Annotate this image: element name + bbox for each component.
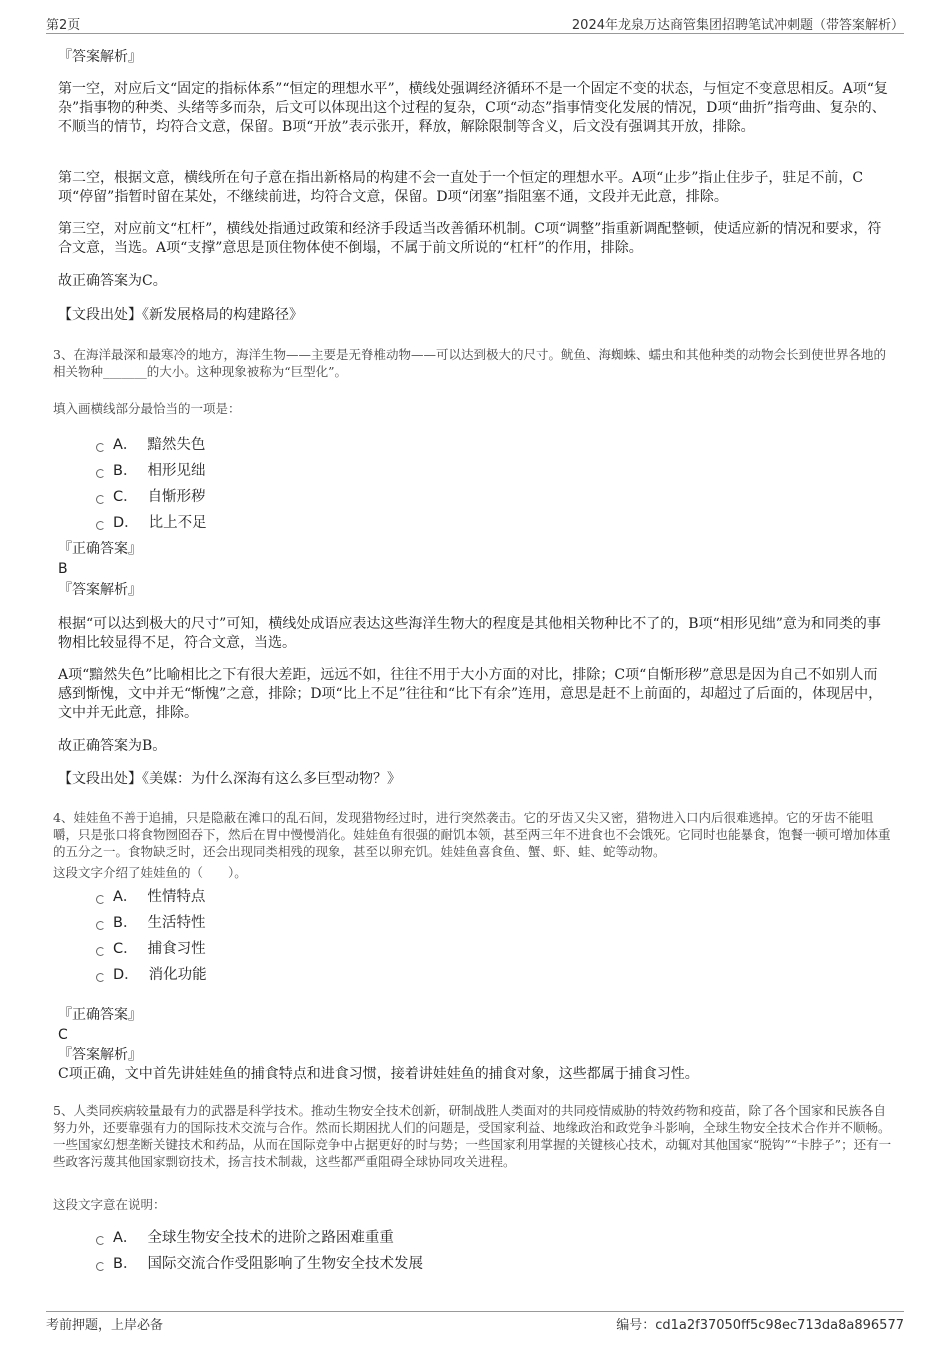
q4-option-a[interactable]: A． 性情特点 [96, 887, 205, 907]
footer-slogan: 考前押题，上岸必备 [46, 1318, 164, 1333]
radio-icon[interactable] [96, 495, 105, 504]
q4-option-d[interactable]: D． 消化功能 [96, 965, 207, 985]
q2-analysis-para3: 第三空，对应前文“杠杆”，横线处指通过政策和经济手段适当改善循环机制。C项“调整”指重新调配整顿，使适应新的情况和要求，符合文意，当选。A项“支撑”意思是顶住物体使不倒塌，不属于前文所说的“杠杆”的作用，排除。 [58, 221, 882, 256]
q3-option-a[interactable]: A． 黯然失色 [96, 435, 205, 455]
header-divider [46, 33, 904, 34]
radio-icon[interactable] [96, 947, 105, 956]
page-number: 第2页 [46, 18, 81, 33]
document-id: 编号：cd1a2f37050ff5c98ec713da8a896577 [616, 1318, 904, 1333]
q3-analysis-para2: A项“黯然失色”比喻相比之下有很大差距，远远不如，往往不用于大小方面的对比，排除；C项“自惭形秽”意思是因为自己不如别人而感到惭愧，文中并无“惭愧”之意，排除；D项“比上不足”往往和“比下有余”连用，意思是赶不上前面的，却超过了后面的，体现居中，文中并无此意，排除。 [58, 667, 883, 721]
radio-icon[interactable] [96, 895, 105, 904]
q3-prompt: 填入画横线部分最恰当的一项是： [53, 401, 241, 416]
q4-prompt: 这段文字介绍了娃娃鱼的（ ）。 [53, 865, 247, 880]
q3-option-d[interactable]: D． 比上不足 [96, 513, 207, 533]
document-title: 2024年龙泉万达商管集团招聘笔试冲刺题（带答案解析） [571, 18, 904, 33]
q4-stem: 4、娃娃鱼不善于追捕，只是隐蔽在滩口的乱石间，发现猎物经过时，进行突然袭击。它的牙齿又尖又密，猎物进入口内后很难逃掉。它的牙齿不能咀嚼，只是张口将食物囫囵吞下，然后在胃中慢慢消化。娃娃鱼有很强的耐饥本领，甚至两三年不进食也不会饿死。它同时也能暴食，饱餐一顿可增加体重的五分之一。食物缺乏时，还会出现同类相残的现象，甚至以卵充饥。娃娃鱼喜食鱼、蟹、虾、蛙、蛇等动物。 [53, 810, 891, 859]
q3-option-c[interactable]: C． 自惭形秽 [96, 487, 206, 507]
q2-conclusion: 故正确答案为C。 [58, 273, 167, 289]
radio-icon[interactable] [96, 1236, 105, 1245]
q3-stem: 3、在海洋最深和最寒冷的地方，海洋生物——主要是无脊椎动物——可以达到极大的尺寸。鱿鱼、海蜘蛛、蠕虫和其他种类的动物会长到使世界各地的相关物种_______的大小。这种现象被称为“巨型化”。 [53, 347, 886, 379]
radio-icon[interactable] [96, 443, 105, 452]
radio-icon[interactable] [96, 1262, 105, 1271]
q4-analysis-tag: 『答案解析』 [58, 1047, 142, 1063]
footer-divider [46, 1311, 904, 1312]
q5-stem: 5、人类同疾病较量最有力的武器是科学技术。推动生物安全技术创新，研制战胜人类面对的共同疫情威胁的特效药物和疫苗，除了各个国家和民族各自努力外，还要靠强有力的国际技术交流与合作。然而长期困扰人们的问题是，受国家利益、地缘政治和政党争斗影响，全球生物安全技术合作并不顺畅。一些国家幻想垄断关键技术和药品，从而在国际竞争中占据更好的时与势；一些国家利用掌握的关键核心技术，动辄对其他国家“脱钩”“卡脖子”；还有一些政客污蔑其他国家剽窃技术，扬言技术制裁，这些都严重阻碍全球协同攻关进程。 [53, 1103, 892, 1169]
q3-analysis-para1: 根据“可以达到极大的尺寸”可知，横线处成语应表达这些海洋生物大的程度是其他相关物种比不了的，B项“相形见绌”意为和同类的事物相比较显得不足，符合文意，当选。 [58, 616, 881, 651]
q4-correct-answer: C [58, 1027, 68, 1043]
q3-option-b[interactable]: B． 相形见绌 [96, 461, 205, 481]
q4-option-b[interactable]: B． 生活特性 [96, 913, 205, 933]
q3-source: 【文段出处】《美媒：为什么深海有这么多巨型动物？》 [58, 771, 401, 787]
radio-icon[interactable] [96, 921, 105, 930]
q2-analysis-para2: 第二空，根据文意，横线所在句子意在指出新格局的构建不会一直处于一个恒定的理想水平。A项“止步”指止住步子，驻足不前，C项“停留”指暂时留在某处，不继续前进，均符合文意，保留。D项“闭塞”指阻塞不通，文段并无此意，排除。 [58, 170, 864, 205]
q2-analysis-tag: 『答案解析』 [58, 49, 142, 65]
q5-option-b[interactable]: B． 国际交流合作受阻影响了生物安全技术发展 [96, 1254, 423, 1274]
radio-icon[interactable] [96, 973, 105, 982]
q2-analysis-para1: 第一空，对应后文“固定的指标体系”“恒定的理想水平”，横线处强调经济循环不是一个固定不变的状态，与恒定不变意思相反。A项“复杂”指事物的种类、头绪等多而杂，后文可以体现出这个过程的复杂，C项“动态”指事情变化发展的情况，D项“曲折”指弯曲、复杂的、不顺当的情节，均符合文意，保留。B项“开放”表示张开，释放，解除限制等含义，后文没有强调其开放，排除。 [58, 81, 888, 135]
q3-analysis-tag: 『答案解析』 [58, 582, 142, 598]
radio-icon[interactable] [96, 521, 105, 530]
q3-correct-tag: 『正确答案』 [58, 541, 142, 557]
radio-icon[interactable] [96, 469, 105, 478]
q5-prompt: 这段文字意在说明： [53, 1197, 166, 1212]
page-footer [46, 1314, 904, 1332]
q2-source: 【文段出处】《新发展格局的构建路径》 [58, 307, 303, 323]
q3-conclusion: 故正确答案为B。 [58, 738, 167, 754]
q5-option-a[interactable]: A． 全球生物安全技术的进阶之路困难重重 [96, 1228, 394, 1248]
page-header [46, 14, 904, 32]
q4-correct-tag: 『正确答案』 [58, 1007, 142, 1023]
q4-analysis: C项正确，文中首先讲娃娃鱼的捕食特点和进食习惯，接着讲娃娃鱼的捕食对象，这些都属于捕食习性。 [58, 1066, 699, 1082]
q3-correct-answer: B [58, 561, 68, 577]
q4-option-c[interactable]: C． 捕食习性 [96, 939, 206, 959]
